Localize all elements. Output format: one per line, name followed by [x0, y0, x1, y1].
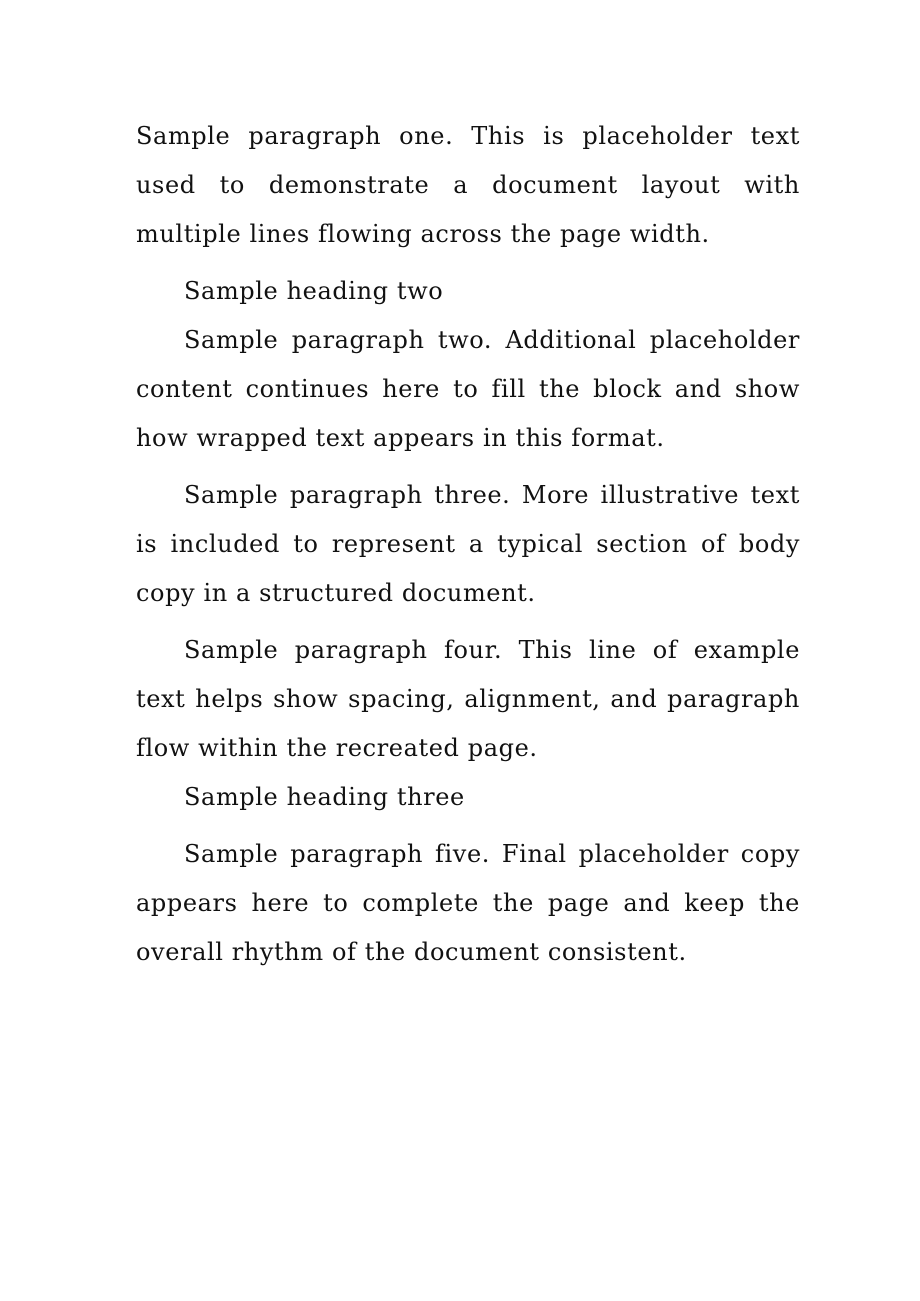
paragraph-3: Sample paragraph three. More illustrative text is included to represent a typical section of body copy in a structured document.: [136, 481, 800, 607]
section-heading-3: Sample heading three: [184, 783, 465, 811]
section-heading-2: Sample heading two: [184, 277, 444, 305]
document-page: [136, 112, 800, 977]
paragraph-2: Sample paragraph two. Additional placeholder content continues here to fill the block and show how wrapped text appears in this format.: [136, 326, 800, 452]
paragraph-5: Sample paragraph five. Final placeholder copy appears here to complete the page and keep the overall rhythm of the document consistent.: [136, 840, 800, 966]
paragraph-1: Sample paragraph one. This is placeholder text used to demonstrate a document layout with multiple lines flowing across the page width.: [136, 122, 800, 248]
paragraph-4: Sample paragraph four. This line of example text helps show spacing, alignment, and paragraph flow within the recreated page.: [136, 636, 800, 762]
